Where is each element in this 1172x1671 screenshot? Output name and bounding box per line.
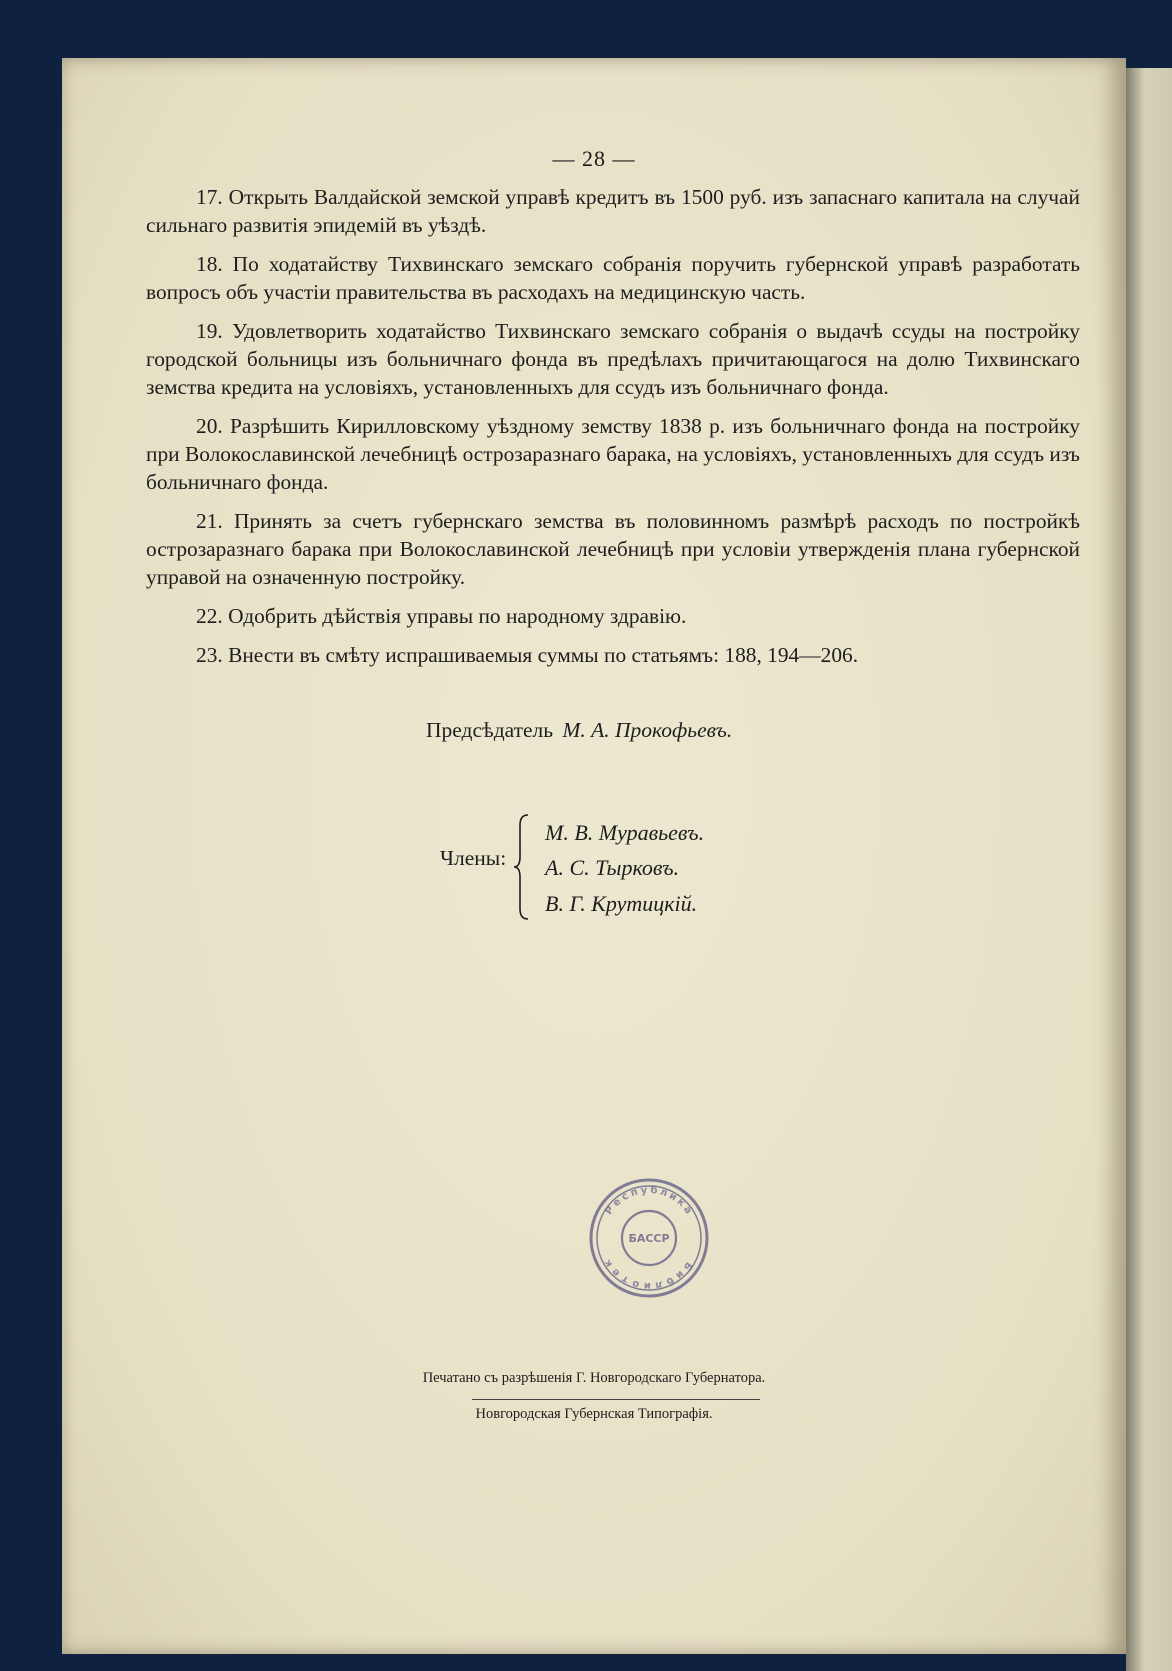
svg-text:БАССР: БАССР (628, 1232, 670, 1245)
member-name-3: В. Г. Крутицкій. (545, 891, 698, 916)
svg-text:б: б (664, 1274, 676, 1288)
svg-text:с: с (619, 1190, 631, 1204)
svg-text:е: е (609, 1265, 623, 1279)
svg-text:Б: Б (680, 1259, 695, 1273)
svg-text:е: е (611, 1196, 624, 1210)
resolution-item-21: 21. Принять за счетъ губернскаго земства въ половинномъ размѣрѣ расходъ по постройкѣ острозаразнаго барака при Волокославинской лечебницѣ при условіи утвержденія плана губернской управой на означенную постройку. (146, 509, 1080, 589)
document-page (62, 58, 1126, 1654)
member-name-2: А. С. Тырковъ. (545, 855, 680, 880)
resolution-item-19: 19. Удовлетворить ходатайство Тихвинскаго земскаго собранія о выдачѣ ссуды на постройку городской больницы изъ больничнаго фонда въ предѣлахъ причитающагося на долю Тихвинскаго земства кредита на условіяхъ, установленныхъ для ссудъ изъ больничнаго фонда. (146, 319, 1080, 399)
svg-text:о: о (631, 1277, 641, 1290)
svg-text:п: п (629, 1186, 640, 1200)
resolution-item-17: 17. Открыть Валдайской земской управѣ кредитъ въ 1500 руб. изъ запаснаго капитала на случай сильнаго развитія эпидемій въ уѣздѣ. (146, 185, 1080, 237)
resolutions-list (146, 183, 1080, 680)
svg-text:а: а (680, 1204, 694, 1217)
imprint-divider (472, 1399, 760, 1400)
adjacent-page-edge (1126, 68, 1172, 1671)
svg-text:к: к (602, 1257, 616, 1269)
resolution-item-23: 23. Внести въ смѣту испрашиваемыя суммы по статьямъ: 188, 194—206. (196, 643, 859, 667)
brace-icon (512, 813, 532, 921)
page-number: — 28 — (552, 146, 636, 171)
svg-text:б: б (649, 1184, 659, 1197)
imprint-permission: Печатано съ разрѣшенія Г. Новгородскаго Губернатора. (422, 1370, 766, 1386)
resolution-item-18: 18. По ходатайству Тихвинскаго земскаго собранія поручить губернской управѣ разработать вопросъ объ участіи правительства въ расходахъ на медицинскую часть. (146, 252, 1080, 304)
svg-text:л: л (658, 1186, 669, 1200)
member-name-1: М. В. Муравьевъ. (545, 820, 705, 845)
members-label: Члены: (440, 846, 507, 870)
chairman-signature (426, 718, 732, 743)
svg-text:Р: Р (603, 1204, 617, 1217)
svg-text:т: т (619, 1272, 631, 1286)
svg-text:к: к (674, 1196, 687, 1210)
chairman-label: Предсѣдатель (426, 718, 554, 742)
svg-text:и: и (643, 1279, 652, 1292)
svg-text:у: у (640, 1184, 648, 1197)
chairman-name: М. А. Прокофьевъ. (562, 718, 733, 742)
resolution-item-20: 20. Разрѣшить Кирилловскому уѣздному земству 1838 р. изъ больничнаго фонда на постройку при Волокославинской лечебницѣ острозаразнаго барака, на условіяхъ, установленныхъ для ссудъ изъ больничнаго фонда. (146, 414, 1080, 494)
resolution-item-22: 22. Одобрить дѣйствія управы по народному здравію. (196, 604, 687, 628)
svg-text:л: л (654, 1278, 664, 1291)
svg-text:и: и (666, 1190, 679, 1204)
imprint-printer: Новгородская Губернская Типографія. (475, 1406, 713, 1422)
library-stamp-icon (587, 1176, 711, 1300)
svg-text:и: и (673, 1267, 686, 1281)
